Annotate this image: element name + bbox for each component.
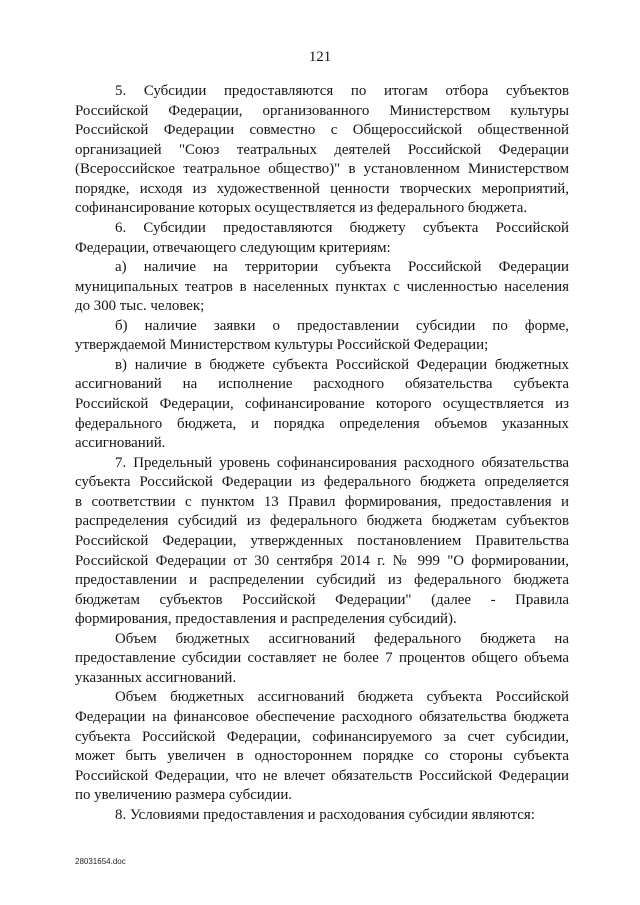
text-line: Российской Федерации совместно с Общероссийской общественной [75,122,569,139]
text-line: Объем бюджетных ассигнований бюджета субъекта Российской [115,689,569,706]
text-line: распределения субсидий из федерального бюджета бюджетам субъектов [75,513,569,530]
page-number: 121 [308,49,332,65]
paragraph-item-7 [75,454,569,630]
text-line: 7. Предельный уровень софинансирования расходного обязательства [115,454,569,471]
text-line: Российской Федерации, софинансирование которого осуществляется из [75,396,569,412]
text-line: Российской Федерации от 30 сентября 2014 г. № 999 "О формировании, [75,552,569,569]
subitem-a [75,258,569,317]
text-line: может быть увеличен в одностороннем порядке со стороны субъекта [75,748,569,765]
text-line: 6. Субсидии предоставляются бюджету субъекта Российской [115,219,569,236]
paragraph-item-5 [75,82,569,219]
text-line: б) наличие заявки о предоставлении субсидии по форме, [115,317,569,334]
text-line: федерального бюджета, и порядка определения объемов указанных [75,415,569,432]
text-line: субъекта Российской Федерации, софинансируемого за счет субсидии, [75,728,569,745]
text-line: (Всероссийское театральное общество)" в установленном Министерством [75,161,569,178]
paragraph-regional-budget-volume [75,688,569,805]
text-line: в соответствии с пунктом 13 Правил формирования, предоставления и [75,493,569,510]
text-line: субъекта Российской Федерации из федерального бюджета определяется [75,474,569,491]
text-line: указанных ассигнований. [75,669,237,686]
paragraph-item-8 [75,806,569,826]
paragraph-item-6 [75,219,569,258]
document-body [75,82,569,825]
text-line: в) наличие в бюджете субъекта Российской Федерации бюджетных [115,356,569,373]
text-line: Федерации на финансовое обеспечение расходного обязательства бюджета [75,709,569,725]
text-line: по увеличению размера субсидии. [75,787,293,804]
text-line: 5. Субсидии предоставляются по итогам отбора субъектов [115,83,569,99]
text-line: предоставление субсидии составляет не более 7 процентов общего объема [75,650,569,667]
text-line: бюджетам субъектов Российской Федерации" (далее - Правила [75,591,569,608]
file-name-footer: 28031654.doc [75,857,126,866]
text-line: Российской Федерации, организованного Министерством культуры [75,102,569,119]
subitem-b [75,317,569,356]
text-line: муниципальных театров в населенных пунктах с численностью населения [75,278,569,295]
text-line: Федерации, отвечающего следующим критериям: [75,239,391,256]
text-line: софинансирование которых осуществляется из федерального бюджета. [75,200,528,217]
text-line: ассигнований на исполнение расходного обязательства субъекта [75,376,569,393]
text-line: формирования, предоставления и распределения субсидий). [75,611,457,628]
text-line: предоставлении и распределении субсидий из федерального бюджета [75,572,569,589]
text-line: а) наличие на территории субъекта Российской Федерации [115,259,569,276]
text-line: до 300 тыс. человек; [75,298,205,315]
text-line: порядке, исходя из художественной ценности творческих мероприятий, [75,180,569,197]
text-line: организацией "Союз театральных деятелей Российской Федерации [75,141,569,158]
subitem-v [75,356,569,454]
paragraph-federal-budget-volume [75,630,569,689]
text-line: Российской Федерации, утвержденных постановлением Правительства [75,532,569,549]
text-line: Объем бюджетных ассигнований федерального бюджета на [115,630,569,647]
text-line: 8. Условиями предоставления и расходования субсидии являются: [115,806,535,823]
text-line: утверждаемой Министерством культуры Российской Федерации; [75,337,489,354]
text-line: Российской Федерации, что не влечет обязательств Российской Федерации [75,767,569,784]
text-line: ассигнований. [75,435,166,452]
